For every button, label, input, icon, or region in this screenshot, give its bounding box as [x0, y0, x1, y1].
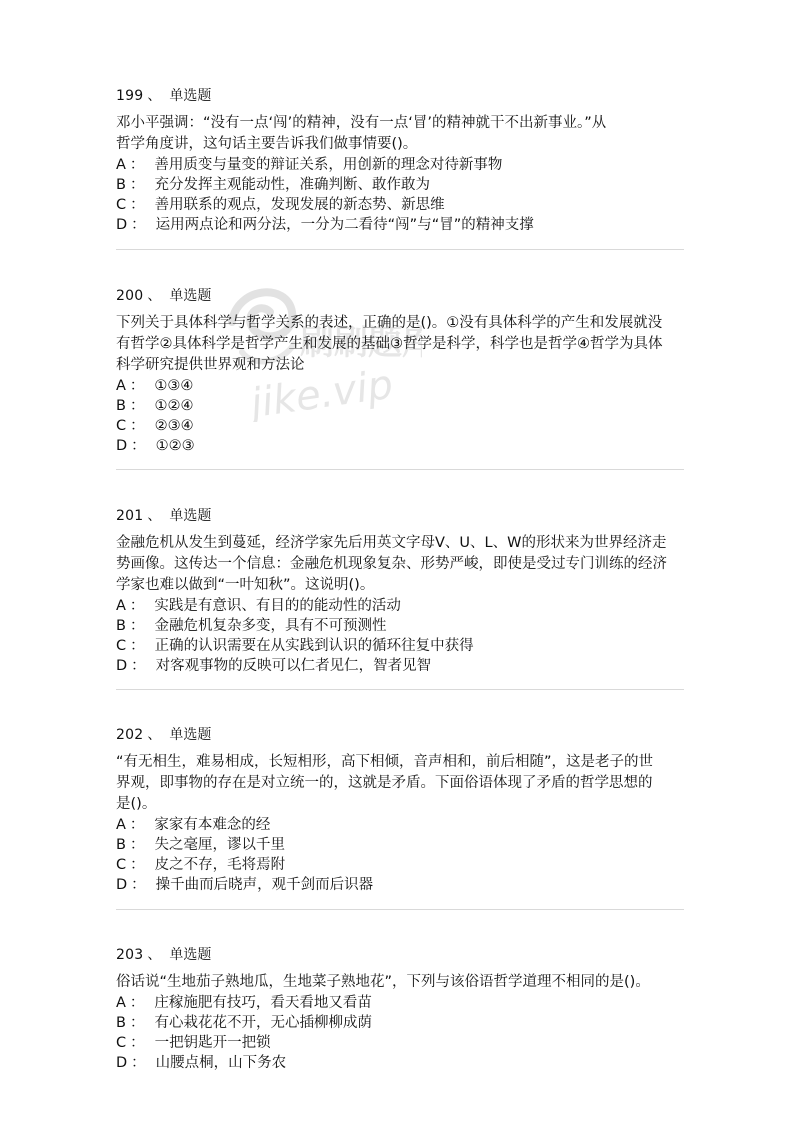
- stem-line: 是()。: [116, 796, 157, 812]
- option-letter: D: [116, 877, 128, 893]
- option-a[interactable]: A ： ①③④: [116, 378, 194, 394]
- option-text: 失之毫厘，谬以千里: [154, 837, 285, 853]
- option-text: ①②③: [155, 438, 195, 454]
- question-header: [116, 286, 686, 306]
- question-number: 202: [116, 727, 144, 743]
- stem-line: 科学研究提供世界观和方法论: [116, 357, 305, 373]
- option-letter: D: [116, 217, 128, 233]
- option-text: 运用两点论和两分法，一分为二看待“闯”与“冒”的精神支撑: [155, 217, 534, 233]
- question-divider: [116, 469, 684, 470]
- question-type: 单选题: [169, 288, 212, 304]
- option-letter: B: [116, 618, 126, 634]
- option-letter: A: [116, 157, 126, 173]
- option-a[interactable]: A ： 庄稼施肥有技巧，看天看地又看苗: [116, 995, 372, 1011]
- option-text: 善用联系的观点，发现发展的新态势、新思维: [154, 197, 445, 213]
- question-stem: [116, 313, 686, 376]
- watermark-url-text: jike.vip: [247, 361, 396, 422]
- option-text: 充分发挥主观能动性，准确判断、敢作敢为: [154, 177, 430, 193]
- question-separator: 、: [147, 288, 162, 304]
- option-text: 金融危机复杂多变，具有不可预测性: [154, 618, 387, 634]
- question-type: 单选题: [169, 727, 212, 743]
- stem-line: 哲学角度讲，这句话主要告诉我们做事情要()。: [116, 136, 418, 152]
- option-text: 庄稼施肥有技巧，看天看地又看苗: [154, 995, 372, 1011]
- stem-line: “有无相生，难易相成，长短相形，高下相倾，音声相和，前后相随”，这是老子的世: [116, 754, 654, 770]
- option-letter: B: [116, 398, 126, 414]
- stem-line: 势画像。这传达一个信息：金融危机现象复杂、形势严峻，即使是受过专门训练的经济: [116, 556, 667, 572]
- stem-line: 俗话说“生地茄子熟地瓜，生地菜子熟地花”，下列与该俗语哲学道理不相同的是()。: [116, 974, 650, 990]
- option-d[interactable]: D ： 运用两点论和两分法，一分为二看待“闯”与“冒”的精神支撑: [116, 217, 534, 233]
- option-list: [116, 376, 686, 456]
- option-letter: A: [116, 817, 126, 833]
- option-text: 善用质变与量变的辩证关系，用创新的理念对待新事物: [154, 157, 503, 173]
- stem-line: 下列关于具体科学与哲学关系的表述，正确的是()。①没有具体科学的产生和发展就没: [116, 315, 663, 331]
- option-letter: A: [116, 378, 126, 394]
- question-202: [116, 725, 686, 895]
- option-d[interactable]: D ： ①②③: [116, 438, 195, 454]
- option-text: 正确的认识需要在从实践到认识的循环往复中获得: [154, 638, 474, 654]
- option-text: 有心栽花花不开，无心插柳柳成荫: [154, 1015, 372, 1031]
- stem-line: 有哲学②具体科学是哲学产生和发展的基础③哲学是科学，科学也是哲学④哲学为具体: [116, 336, 663, 352]
- question-divider: [116, 689, 684, 690]
- option-list: [116, 815, 686, 895]
- option-a[interactable]: A ： 家家有本难念的经: [116, 817, 271, 833]
- question-divider: [116, 909, 684, 910]
- option-c[interactable]: C ： 皮之不存，毛将焉附: [116, 857, 286, 873]
- option-text: 一把钥匙开一把锁: [154, 1035, 271, 1051]
- question-type: 单选题: [169, 947, 212, 963]
- option-d[interactable]: D ： 操千曲而后晓声，观千剑而后识器: [116, 877, 374, 893]
- stem-line: 金融危机从发生到蔓延，经济学家先后用英文字母V、U、L、W的形状来为世界经济走: [116, 535, 667, 551]
- option-list: [116, 596, 686, 676]
- question-stem: [116, 533, 686, 596]
- option-a[interactable]: A ： 实践是有意识、有目的的能动性的活动: [116, 598, 401, 614]
- question-203: [116, 945, 686, 1073]
- question-201: [116, 506, 686, 676]
- option-text: 操千曲而后晓声，观千剑而后识器: [155, 877, 374, 893]
- option-letter: B: [116, 1015, 126, 1031]
- option-c[interactable]: C ： 正确的认识需要在从实践到认识的循环往复中获得: [116, 638, 474, 654]
- question-header: [116, 725, 686, 745]
- option-text: 山腰点桐，山下务农: [155, 1055, 287, 1071]
- option-letter: C: [116, 1035, 127, 1051]
- option-letter: A: [116, 995, 126, 1011]
- option-c[interactable]: C ： 一把钥匙开一把锁: [116, 1035, 271, 1051]
- option-list: [116, 155, 686, 235]
- question-type: 单选题: [169, 88, 212, 104]
- option-letter: C: [116, 857, 127, 873]
- option-letter: A: [116, 598, 126, 614]
- option-text: 实践是有意识、有目的的能动性的活动: [154, 598, 401, 614]
- option-b[interactable]: B ： ①②④: [116, 398, 194, 414]
- option-d[interactable]: D ： 对客观事物的反映可以仁者见仁，智者见智: [116, 658, 432, 674]
- question-header: [116, 506, 686, 526]
- option-text: ②③④: [154, 418, 194, 434]
- option-letter: C: [116, 197, 127, 213]
- question-type: 单选题: [169, 508, 212, 524]
- option-a[interactable]: A ： 善用质变与量变的辩证关系，用创新的理念对待新事物: [116, 157, 503, 173]
- stem-line: 邓小平强调：“没有一点‘闯’的精神，没有一点‘冒’的精神就干不出新事业。”从: [116, 115, 607, 131]
- option-list: [116, 993, 686, 1073]
- question-header: [116, 86, 686, 106]
- option-letter: D: [116, 1055, 128, 1071]
- watermark-cn-text: 刷刷题库: [300, 323, 422, 363]
- question-separator: 、: [147, 88, 162, 104]
- question-separator: 、: [147, 727, 162, 743]
- option-letter: C: [116, 638, 127, 654]
- option-text: 家家有本难念的经: [154, 817, 271, 833]
- question-number: 199: [116, 88, 144, 104]
- stem-line: 界观，即事物的存在是对立统一的，这就是矛盾。下面俗语体现了矛盾的哲学思想的: [116, 775, 653, 791]
- question-divider: [116, 249, 684, 250]
- option-c[interactable]: C ： 善用联系的观点，发现发展的新态势、新思维: [116, 197, 445, 213]
- stem-line: 学家也难以做到“一叶知秋”。这说明()。: [116, 577, 375, 593]
- option-letter: D: [116, 658, 128, 674]
- question-stem: [116, 752, 686, 815]
- option-b[interactable]: B ： 充分发挥主观能动性，准确判断、敢作敢为: [116, 177, 430, 193]
- question-separator: 、: [147, 508, 162, 524]
- question-header: [116, 945, 686, 965]
- option-b[interactable]: B ： 失之毫厘，谬以千里: [116, 837, 285, 853]
- question-number: 200: [116, 288, 144, 304]
- option-text: ①③④: [154, 378, 194, 394]
- question-separator: 、: [147, 947, 162, 963]
- option-text: ①②④: [154, 398, 194, 414]
- option-d[interactable]: D ： 山腰点桐，山下务农: [116, 1055, 287, 1071]
- option-letter: C: [116, 418, 127, 434]
- option-text: 对客观事物的反映可以仁者见仁，智者见智: [155, 658, 432, 674]
- question-stem: [116, 113, 686, 155]
- option-b[interactable]: B ： 金融危机复杂多变，具有不可预测性: [116, 618, 387, 634]
- option-text: 皮之不存，毛将焉附: [154, 857, 286, 873]
- question-stem: [116, 972, 686, 993]
- option-c[interactable]: C ： ②③④: [116, 418, 194, 434]
- question-199: [116, 86, 686, 235]
- question-number: 201: [116, 508, 144, 524]
- question-200: [116, 286, 686, 456]
- option-letter: D: [116, 438, 128, 454]
- option-letter: B: [116, 837, 126, 853]
- option-b[interactable]: B ： 有心栽花花不开，无心插柳柳成荫: [116, 1015, 372, 1031]
- question-number: 203: [116, 947, 144, 963]
- option-letter: B: [116, 177, 126, 193]
